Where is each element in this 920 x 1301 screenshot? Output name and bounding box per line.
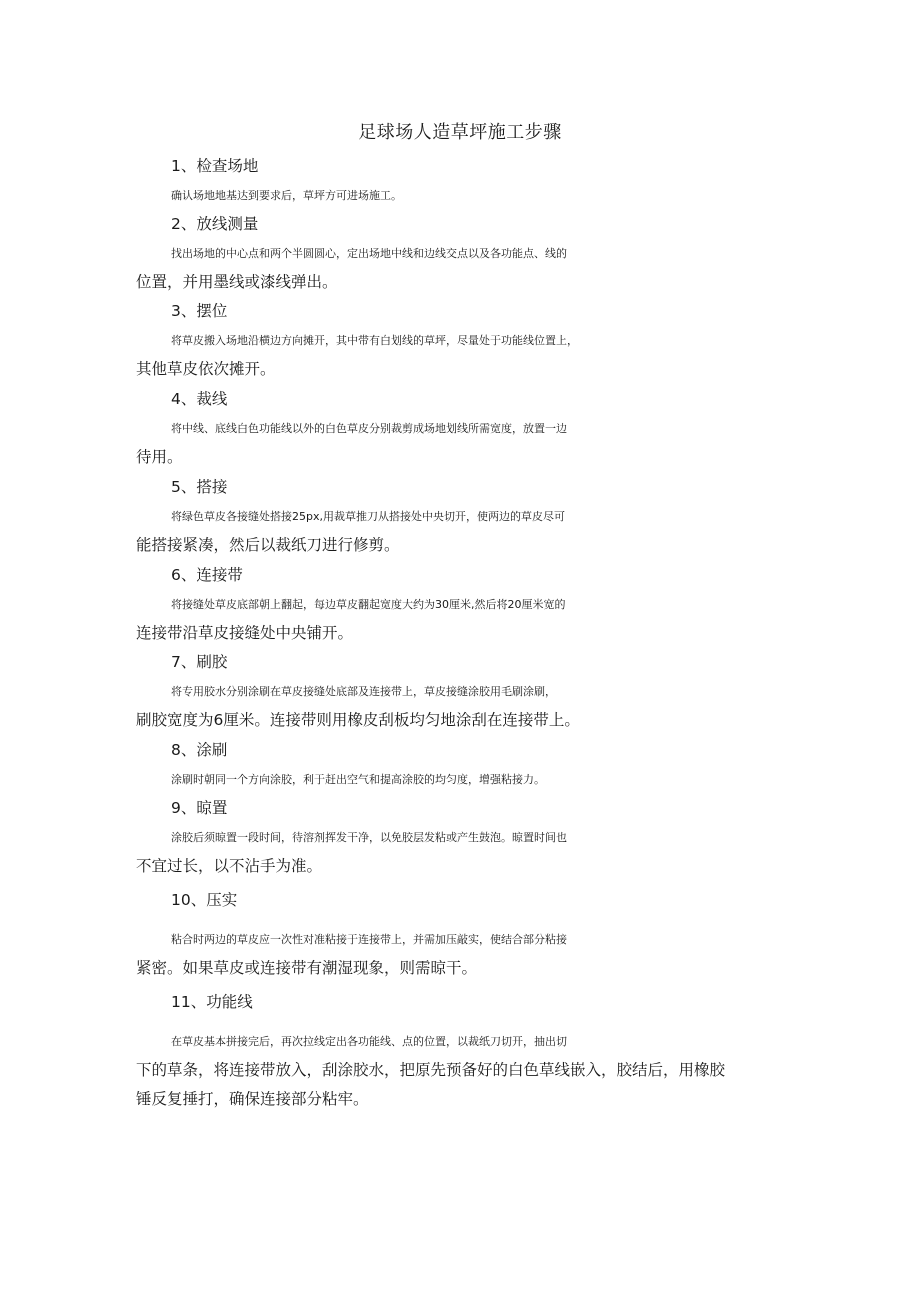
section-paragraph xyxy=(136,823,776,881)
paragraph-line: 其他草皮依次摊开。 xyxy=(136,360,276,378)
paragraph-line: 刷胶宽度为6厘米。连接带则用橡皮刮板均匀地涂刮在连接带上。 xyxy=(136,711,580,729)
paragraph-line: 锤反复捶打，确保连接部分粘牢。 xyxy=(136,1090,369,1108)
section-heading: 2、放线测量 xyxy=(171,215,259,233)
paragraph-line: 能搭接紧凑，然后以裁纸刀进行修剪。 xyxy=(136,536,400,554)
section-heading: 1、检查场地 xyxy=(171,157,259,175)
paragraph-line: 下的草条，将连接带放入，刮涂胶水，把原先预备好的白色草线嵌入，胶结后，用橡胶 xyxy=(136,1061,726,1079)
paragraph-line: 找出场地的中心点和两个半圆圆心，定出场地中线和边线交点以及各功能点、线的 xyxy=(171,247,567,260)
paragraph-line: 待用。 xyxy=(136,448,183,466)
paragraph-line: 将专用胶水分别涂刷在草皮接缝处底部及连接带上，草皮接缝涂胶用毛刷涂刷， xyxy=(171,685,556,698)
document-title: 足球场人造草坪施工步骤 xyxy=(358,122,562,143)
section-paragraph xyxy=(136,181,776,210)
section-paragraph xyxy=(136,1027,776,1114)
paragraph-line: 位置，并用墨线或漆线弹出。 xyxy=(136,273,338,291)
section-heading: 6、连接带 xyxy=(171,566,243,584)
section-paragraph xyxy=(136,502,776,560)
paragraph-line: 在草皮基本拼接完后，再次拉线定出各功能线、点的位置，以裁纸刀切开，抽出切 xyxy=(171,1035,567,1048)
section-paragraph xyxy=(136,765,776,794)
paragraph-line: 涂刷时朝同一个方向涂胶，利于赶出空气和提高涂胶的均匀度，增强粘接力。 xyxy=(171,773,545,786)
paragraph-line: 确认场地地基达到要求后，草坪方可进场施工。 xyxy=(171,189,402,202)
section-paragraph xyxy=(136,677,776,735)
paragraph-line: 紧密。如果草皮或连接带有潮湿现象，则需晾干。 xyxy=(136,959,478,977)
section-heading: 4、裁线 xyxy=(171,390,228,408)
paragraph-line: 连接带沿草皮接缝处中央铺开。 xyxy=(136,624,354,642)
section-paragraph xyxy=(136,326,776,384)
section-heading: 7、刷胶 xyxy=(171,653,228,671)
section-heading: 3、摆位 xyxy=(171,302,228,320)
section-paragraph xyxy=(136,414,776,472)
paragraph-line: 涂胶后须晾置一段时间，待溶剂挥发干净，以免胶层发粘或产生鼓泡。晾置时间也 xyxy=(171,831,567,844)
paragraph-line: 将接缝处草皮底部朝上翻起，每边草皮翻起宽度大约为30厘米,然后将20厘米宽的 xyxy=(171,598,566,611)
section-heading: 11、功能线 xyxy=(171,993,253,1011)
section-paragraph xyxy=(136,239,776,297)
paragraph-line: 将草皮搬入场地沿横边方向摊开，其中带有白划线的草坪，尽量处于功能线位置上， xyxy=(171,334,578,347)
paragraph-line: 不宜过长，以不沾手为准。 xyxy=(136,857,323,875)
paragraph-line: 将中线、底线白色功能线以外的白色草皮分别裁剪成场地划线所需宽度，放置一边 xyxy=(171,422,567,435)
section-paragraph xyxy=(136,925,776,983)
section-paragraph xyxy=(136,590,776,648)
section-heading: 10、压实 xyxy=(171,891,238,909)
section-heading: 9、晾置 xyxy=(171,799,228,817)
section-heading: 8、涂刷 xyxy=(171,741,228,759)
section-heading: 5、搭接 xyxy=(171,478,228,496)
paragraph-line: 粘合时两边的草皮应一次性对准粘接于连接带上，并需加压敲实，使结合部分粘接 xyxy=(171,933,567,946)
paragraph-line: 将绿色草皮各接缝处搭接25px,用裁草推刀从搭接处中央切开，使两边的草皮尽可 xyxy=(171,510,565,523)
